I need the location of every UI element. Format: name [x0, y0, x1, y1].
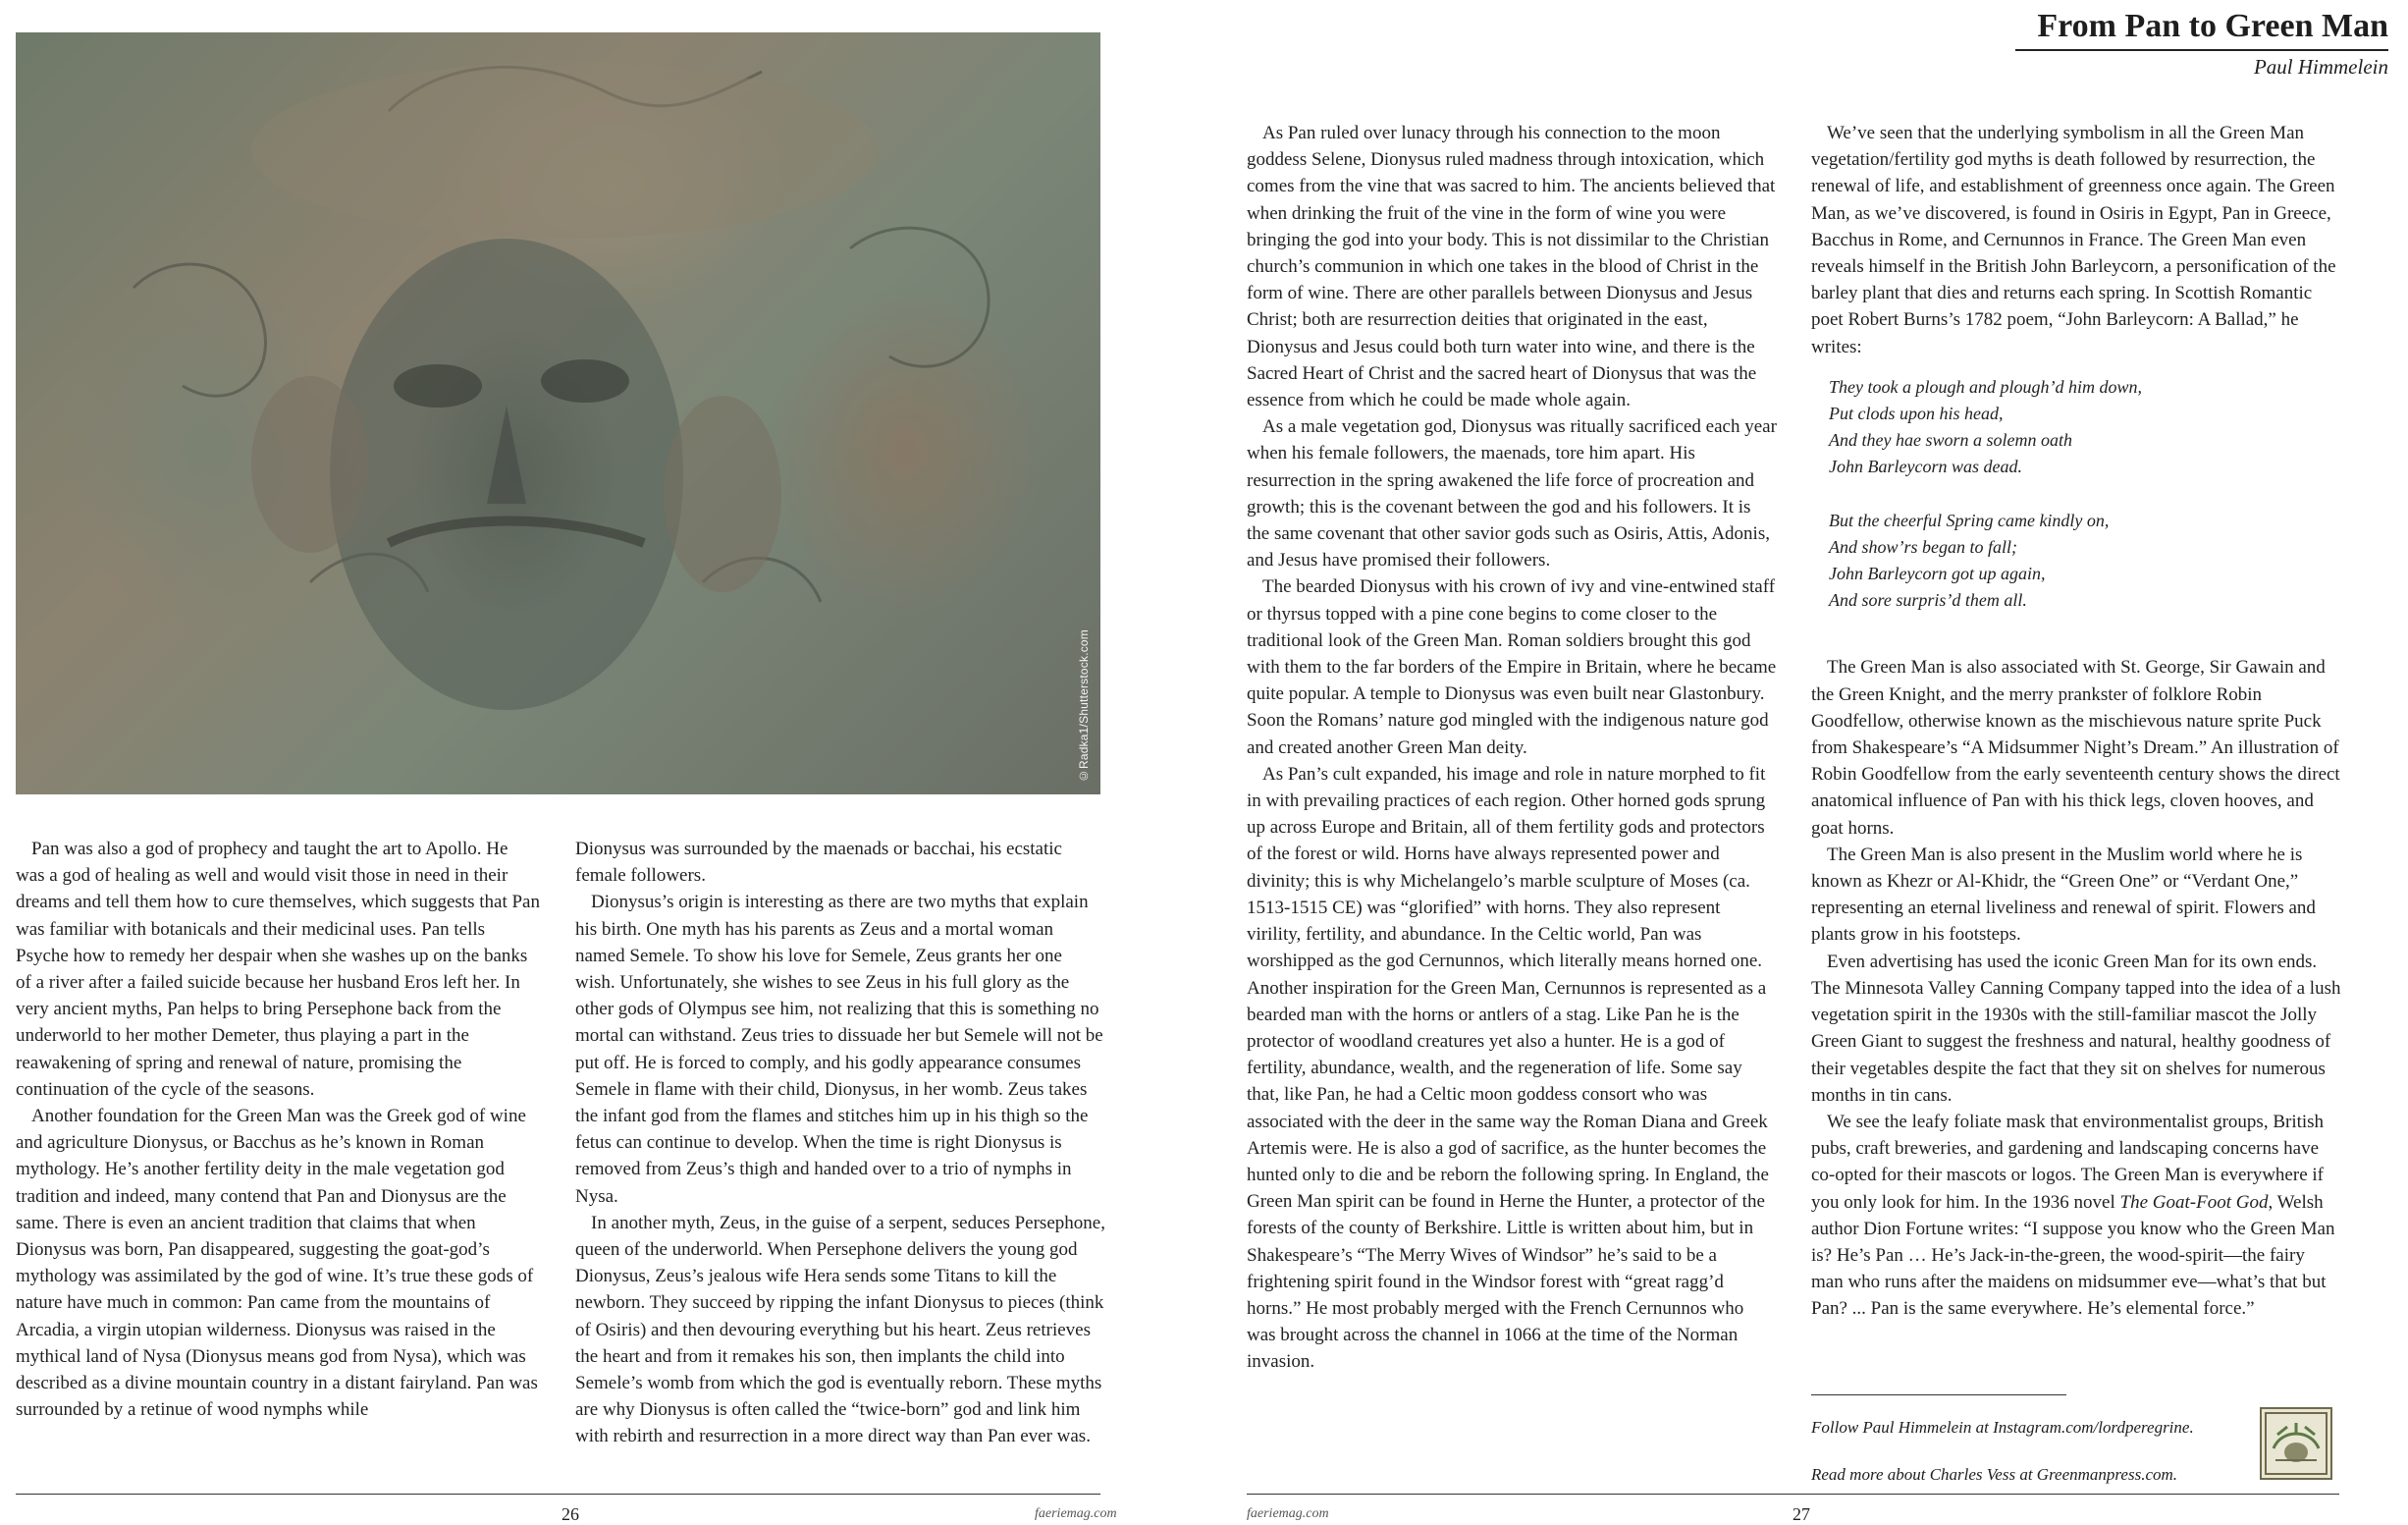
paragraph: Dionysus’s origin is interesting as there are two myths that explain his birth. One myth has his parents as Zeus and a mortal woman named Semele. To show his love for Semele, Zeus grants her one wish. Unfortunately, she wishes to see Zeus in his full glory as the other gods of Olympus see him, not realizing that this is something no mortal can withstand. Zeus tries to dissuade her but Semele will not be put off. He is forced to comply, and his godly appearance consumes Semele in flame with their child, Dionysus, in her womb. Zeus takes the infant god from the flames and stitches him up in his thigh so the fetus can continue to develop. When the time is right Dionysus is removed from Zeus’s thigh and handed over to a trio of nymphs in Nysa.	[575, 892, 1103, 1207]
follow-link[interactable]: Follow Paul Himmelein at Instagram.com/lordperegrine.	[1811, 1418, 2194, 1437]
poem-line: John Barleycorn was dead.	[1829, 457, 2022, 477]
follow-block	[1811, 1404, 2322, 1498]
column-2	[575, 836, 1105, 1450]
poem-line: And sore surpris’d them all.	[1829, 590, 2027, 611]
poem-line: And show’rs began to fall;	[1829, 536, 2017, 557]
leaf-crown	[251, 62, 880, 239]
paragraph: Dionysus was surrounded by the maenads or bacchai, his ecstatic female followers.	[575, 839, 1062, 887]
green-man-press-logo	[2260, 1407, 2332, 1480]
article-title: From Pan to Green Man	[2015, 4, 2388, 51]
paragraph: As Pan ruled over lunacy through his connection to the moon goddess Selene, Dionysus ruled madness through intoxication, which comes from the vine that was sacred to him. The ancients believed that when drinking the fruit of the vine in the form of wine you were bringing the god into your body. This is not dissimilar to the Christian church’s communion in which one takes in the blood of Christ in the form of wine. There are other parallels between Dionysus and Jesus Christ; both are resurrection deities that originated in the east, Dionysus and Jesus could both turn water into wine, and there is the Sacred Heart of Christ and the sacred heart of Dionysus that was the essence from which he could be made whole again.	[1247, 123, 1776, 411]
paragraph: Another foundation for the Green Man was the Greek god of wine and agriculture Dionysus, or Bacchus as he’s known in Roman mythology. He’s another fertility deity in the male vegetation god tradition and indeed, many contend that Pan and Dionysus are the same. There is even an ancient tradition that claims that when Dionysus was born, Pan disappeared, suggesting the goat-god’s mythology was assimilated by the god of wine. It’s true these gods of nature have much in common: Pan came from the mountains of Arcadia, a virgin utopian wilderness. Dionysus was raised in the mythical land of Nysa (Dionysus means god from Nysa), which was described as a divine mountain country in a distant fairyland. Pan was surrounded by a retinue of wood nymphs while	[16, 1106, 538, 1421]
paragraph-text: , Welsh author Dion Fortune writes: “I suppose you know who the Green Man is? He’s Pan … He’s Jack-in-the-green, the wood-spirit—the fairy man who runs after the maidens on midsummer eve—what’s that but Pan? ... Pan is the same everywhere. He’s elemental force.”	[1811, 1191, 2335, 1320]
poem-line: And they hae sworn a solemn oath	[1829, 430, 2072, 451]
poem-line: But the cheerful Spring came kindly on,	[1829, 510, 2110, 530]
paragraph-text: We see the leafy foliate mask that environmentalist groups, British pubs, craft breweries, and gardening and landscaping concerns have co-opted for their mascots or logos. The Green Man is everywhere if you only look for him. In the 1936 novel	[1811, 1111, 2325, 1213]
footer-rule-right	[1247, 1494, 2339, 1495]
grape-cluster-left	[251, 376, 369, 553]
poem-line: They took a plough and plough’d him down,	[1829, 376, 2142, 397]
paragraph: In another myth, Zeus, in the guise of a serpent, seduces Persephone, queen of the underworld. When Persephone delivers the young god Dionysus, Zeus’s jealous wife Hera sends some Titans to kill the newborn. They succeed by ripping the infant Dionysus to pieces (think of Osiris) and then devouring everything but his heart. Zeus retrieves the heart and from it remakes his son, then implants the child into Semele’s womb from which the god is eventually reborn. These myths are why Dionysus is often called the “twice-born” god and link him with rebirth and resurrection in a more direct way than Pan ever was.	[575, 1212, 1105, 1447]
green-man-photo	[16, 32, 1100, 794]
read-more-link[interactable]: Read more about Charles Vess at Greenmanpress.com.	[1811, 1465, 2178, 1484]
logo-icon	[2262, 1409, 2330, 1478]
footer-rule-left	[16, 1494, 1100, 1495]
site-name-left: faeriemag.com	[1035, 1506, 1117, 1521]
paragraph: The bearded Dionysus with his crown of ivy and vine-entwined staff or thyrsus topped with a pine cone begins to come closer to the traditional look of the Green Man. Roman soldiers brought this god with them to the far borders of the Empire in Britain, where he became quite popular. A temple to Dionysus was even built near Glastonbury. Soon the Romans’ nature god mingled with the indigenous nature god and created another Green Man deity.	[1247, 576, 1777, 758]
grape-cluster-right	[664, 396, 781, 592]
paragraph: The Green Man is also present in the Muslim world where he is known as Khezr or Al-Khidr, the “Green One” or “Verdant One,” representing an eternal liveliness and renewal of spirit. Flowers and plants grow in his footsteps.	[1811, 844, 2316, 946]
site-name-right: faeriemag.com	[1247, 1506, 1329, 1521]
right-eye	[541, 359, 629, 403]
article-author: Paul Himmelein	[2253, 55, 2388, 79]
paragraph	[1811, 1109, 2341, 1323]
column-4	[1811, 120, 2341, 1323]
paragraph: The Green Man is also associated with St. George, Sir Gawain and the Green Knight, and the merry prankster of folklore Robin Goodfellow, otherwise known as the mischievous nature sprite Puck from Shakespeare’s “A Midsummer Night’s Dream.” An illustration of Robin Goodfellow from the early seventeenth century shows the direct anatomical influence of Pan with his thick legs, cloven hooves, and goat horns.	[1811, 657, 2340, 839]
photo-credit: ©Radka1/Shutterstock.com	[1077, 628, 1091, 783]
paragraph: We’ve seen that the underlying symbolism in all the Green Man vegetation/fertility god myths is death followed by resurrection, the renewal of life, and establishment of greenness once again. The Green Man, as we’ve discovered, is found in Osiris in Egypt, Pan in Greece, Bacchus in Rome, and Cernunnos in France. The Green Man even reveals himself in the British John Barleycorn, a personification of the barley plant that dies and returns each spring. In Scottish Romantic poet Robert Burns’s 1782 poem, “John Barleycorn: A Ballad,” he writes:	[1811, 123, 2336, 357]
left-eye	[394, 364, 482, 408]
page-number-right: 27	[1793, 1504, 1810, 1524]
poem-line: John Barleycorn got up again,	[1829, 564, 2046, 584]
follow-divider	[1811, 1394, 2066, 1395]
paragraph: As Pan’s cult expanded, his image and role in nature morphed to fit in with prevailing practices of each region. Other horned gods sprung up across Europe and Britain, all of them fertility gods and protectors of the forest or wild. Horns have always represented power and divinity; this is why Michelangelo’s marble sculpture of Moses (ca. 1513-1515 CE) was “glorified” with horns. They also represent virility, fertility, and abundance. In the Celtic world, Pan was worshipped as the god Cernunnos, which literally means horned one. Another inspiration for the Green Man, Cernunnos is represented as a bearded man with the horns or antlers of a stag. Like Pan he is the protector of woodland creatures yet also a hunter. He is a god of fertility, abundance, wealth, and the regeneration of life. Some say that, like Pan, he had a Celtic moon goddess consort who was associated with the deer in the same way the Roman Diana and Greek Artemis were. He is also a god of sacrifice, as the hunter becomes the hunted only to die and be reborn the following spring. In England, the Green Man spirit can be found in Herne the Hunter, a protector of the forests of the county of Berkshire. Little is written about him, but in Shakespeare’s “The Merry Wives of Windsor” he’s said to be a frightening spirit found in the Windsor forest with “great ragg’d horns.” He most probably merged with the French Cernunnos who was brought across the channel in 1066 at the time of the Norman invasion.	[1247, 763, 1769, 1373]
poem-line: Put clods upon his head,	[1829, 404, 2004, 424]
foliate-face-illustration	[16, 32, 1100, 794]
paragraph: Pan was also a god of prophecy and taught the art to Apollo. He was a god of healing as well and would visit those in need in their dreams and tell them how to cure themselves, which suggests that Pan was familiar with botanicals and their medicinal uses. Pan tells Psyche how to remedy her despair when she washes up on the banks of a river after a failed suicide because her husband Eros left her. In very ancient myths, Pan helps to bring Persephone back from the underworld to her mother Demeter, thus playing a part in the reawakening of spring and renewal of nature, promising the continuation of the cycle of the seasons.	[16, 839, 540, 1100]
column-3	[1247, 120, 1777, 1376]
column-1	[16, 836, 541, 1423]
page-number-left: 26	[562, 1504, 579, 1524]
paragraph: Even advertising has used the iconic Green Man for its own ends. The Minnesota Valley Canning Company tapped into the idea of a lush vegetation spirit in the 1930s with the still-familiar mascot the Jolly Green Giant to suggest the freshness and natural, healthy goodness of their vegetables despite the fact that they sit on shelves for numerous months in tin cans.	[1811, 951, 2341, 1106]
paragraph: As a male vegetation god, Dionysus was ritually sacrificed each year when his female followers, the maenads, tore him apart. His resurrection in the spring awakened the life force of procreation and growth; this is the covenant between the god and his followers. It is the same covenant that other savior gods such as Osiris, Attis, Adonis, and Jesus have promised their followers.	[1247, 416, 1777, 572]
book-title: The Goat-Foot God	[2119, 1191, 2269, 1213]
